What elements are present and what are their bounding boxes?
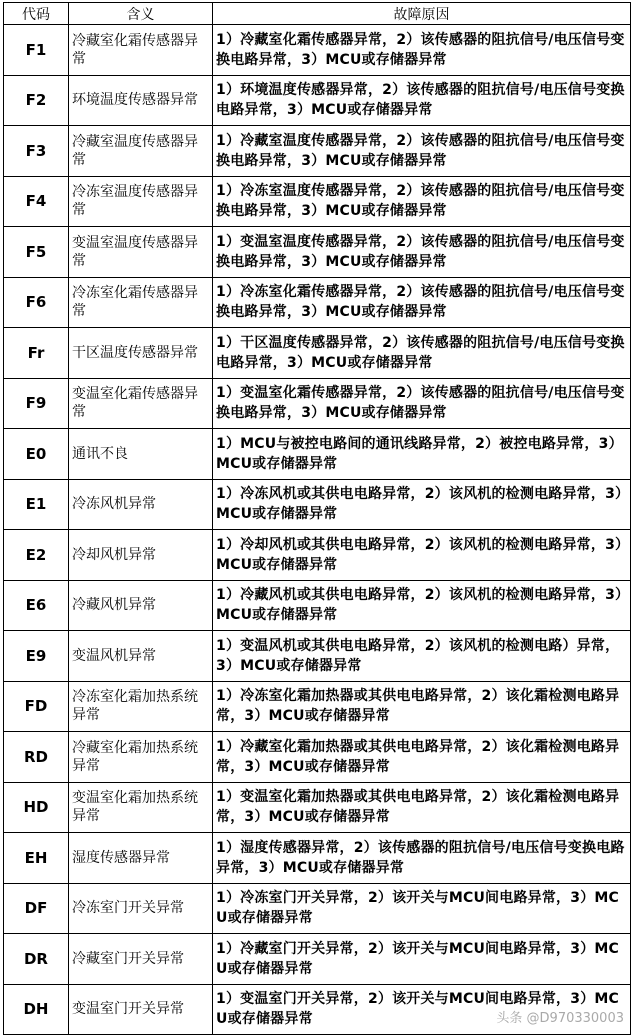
fault-code-cell: E6	[4, 580, 69, 631]
fault-code-cell: F4	[4, 176, 69, 227]
table-row	[4, 883, 631, 934]
fault-code-cell: HD	[4, 782, 69, 833]
fault-code-cell: E2	[4, 530, 69, 581]
meaning-cell: 环境温度传感器异常	[69, 75, 213, 126]
cause-cell: 1）冷冻室门开关异常，2）该开关与MCU间电路异常，3）MCU或存储器异常	[213, 883, 631, 934]
cause-cell: 1）变温室门开关异常，2）该开关与MCU间电路异常，3）MCU或存储器异常	[213, 984, 631, 1035]
table-row	[4, 277, 631, 328]
meaning-cell: 冷冻室门开关异常	[69, 883, 213, 934]
table-row	[4, 580, 631, 631]
fault-code-cell: F5	[4, 227, 69, 278]
meaning-cell: 冷藏室化霜加热系统异常	[69, 732, 213, 783]
fault-code-cell: E1	[4, 479, 69, 530]
table-row	[4, 429, 631, 480]
table-row	[4, 328, 631, 379]
cause-cell: 1）冷冻室化霜传感器异常，2）该传感器的阻抗信号/电压信号变换电路异常，3）MCU或存储器异常	[213, 277, 631, 328]
cause-cell: 1）变温室温度传感器异常，2）该传感器的阻抗信号/电压信号变换电路异常，3）MCU或存储器异常	[213, 227, 631, 278]
table-row	[4, 479, 631, 530]
fault-code-cell: EH	[4, 833, 69, 884]
table-row	[4, 631, 631, 682]
meaning-cell: 冷冻室温度传感器异常	[69, 176, 213, 227]
fault-code-cell: E0	[4, 429, 69, 480]
meaning-cell: 通讯不良	[69, 429, 213, 480]
cause-cell: 1）冷藏室门开关异常，2）该开关与MCU间电路异常，3）MCU或存储器异常	[213, 934, 631, 985]
cause-cell: 1）冷藏室化霜传感器异常，2）该传感器的阻抗信号/电压信号变换电路异常，3）MCU或存储器异常	[213, 25, 631, 76]
watermark: 头条 @D970330003	[496, 1011, 624, 1026]
table-row	[4, 681, 631, 732]
table-row	[4, 176, 631, 227]
meaning-cell: 冷却风机异常	[69, 530, 213, 581]
table-row	[4, 934, 631, 985]
table-row	[4, 75, 631, 126]
cause-cell: 1）冷却风机或其供电电路异常，2）该风机的检测电路异常，3）MCU或存储器异常	[213, 530, 631, 581]
table-row	[4, 530, 631, 581]
meaning-cell: 冷藏风机异常	[69, 580, 213, 631]
fault-code-cell: RD	[4, 732, 69, 783]
meaning-cell: 变温室温度传感器异常	[69, 227, 213, 278]
cause-cell: 1）变温室化霜加热器或其供电电路异常，2）该化霜检测电路异常，3）MCU或存储器异常	[213, 782, 631, 833]
cause-cell: 1）变温室化霜传感器异常，2）该传感器的阻抗信号/电压信号变换电路异常，3）MCU或存储器异常	[213, 378, 631, 429]
cause-cell: 1）变温风机或其供电电路异常，2）该风机的检测电路）异常，3）MCU或存储器异常	[213, 631, 631, 682]
table-body	[4, 25, 631, 1035]
table-row	[4, 25, 631, 76]
cause-cell: 1）冷冻室化霜加热器或其供电电路异常，2）该化霜检测电路异常，3）MCU或存储器异常	[213, 681, 631, 732]
cause-cell: 1）干区温度传感器异常，2）该传感器的阻抗信号/电压信号变换电路异常，3）MCU或存储器异常	[213, 328, 631, 379]
meaning-cell: 变温风机异常	[69, 631, 213, 682]
fault-code-cell: DR	[4, 934, 69, 985]
cause-cell: 1）MCU与被控电路间的通讯线路异常，2）被控电路异常，3）MCU或存储器异常	[213, 429, 631, 480]
meaning-cell: 变温室化霜加热系统异常	[69, 782, 213, 833]
meaning-cell: 变温室化霜传感器异常	[69, 378, 213, 429]
table-row	[4, 833, 631, 884]
header-meaning: 含义	[69, 3, 213, 25]
fault-code-cell: F3	[4, 126, 69, 177]
cause-cell: 1）冷藏室化霜加热器或其供电电路异常，2）该化霜检测电路异常，3）MCU或存储器异常	[213, 732, 631, 783]
cause-cell: 1）冷冻风机或其供电电路异常，2）该风机的检测电路异常，3）MCU或存储器异常	[213, 479, 631, 530]
table-row	[4, 782, 631, 833]
fault-code-cell: DF	[4, 883, 69, 934]
meaning-cell: 干区温度传感器异常	[69, 328, 213, 379]
meaning-cell: 变温室门开关异常	[69, 984, 213, 1035]
meaning-cell: 冷冻风机异常	[69, 479, 213, 530]
fault-code-cell: F9	[4, 378, 69, 429]
fault-code-cell: Fr	[4, 328, 69, 379]
cause-cell: 1）冷冻室温度传感器异常，2）该传感器的阻抗信号/电压信号变换电路异常，3）MCU或存储器异常	[213, 176, 631, 227]
meaning-cell: 冷冻室化霜传感器异常	[69, 277, 213, 328]
table-row	[4, 378, 631, 429]
meaning-cell: 湿度传感器异常	[69, 833, 213, 884]
fault-code-table	[3, 2, 631, 1035]
header-row	[4, 3, 631, 25]
table-header	[4, 3, 631, 25]
header-code: 代码	[4, 3, 69, 25]
meaning-cell: 冷藏室温度传感器异常	[69, 126, 213, 177]
fault-code-cell: FD	[4, 681, 69, 732]
table-row	[4, 732, 631, 783]
cause-cell: 1）冷藏风机或其供电电路异常，2）该风机的检测电路异常，3）MCU或存储器异常	[213, 580, 631, 631]
meaning-cell: 冷藏室化霜传感器异常	[69, 25, 213, 76]
cause-cell: 1）冷藏室温度传感器异常，2）该传感器的阻抗信号/电压信号变换电路异常，3）MCU或存储器异常	[213, 126, 631, 177]
table-row	[4, 126, 631, 177]
cause-cell: 1）湿度传感器异常，2）该传感器的阻抗信号/电压信号变换电路异常，3）MCU或存储器异常	[213, 833, 631, 884]
cause-cell: 1）环境温度传感器异常，2）该传感器的阻抗信号/电压信号变换电路异常，3）MCU或存储器异常	[213, 75, 631, 126]
header-cause: 故障原因	[213, 3, 631, 25]
table-row	[4, 227, 631, 278]
meaning-cell: 冷冻室化霜加热系统异常	[69, 681, 213, 732]
fault-code-cell: E9	[4, 631, 69, 682]
meaning-cell: 冷藏室门开关异常	[69, 934, 213, 985]
fault-code-cell: DH	[4, 984, 69, 1035]
fault-code-cell: F2	[4, 75, 69, 126]
fault-code-cell: F6	[4, 277, 69, 328]
fault-code-cell: F1	[4, 25, 69, 76]
